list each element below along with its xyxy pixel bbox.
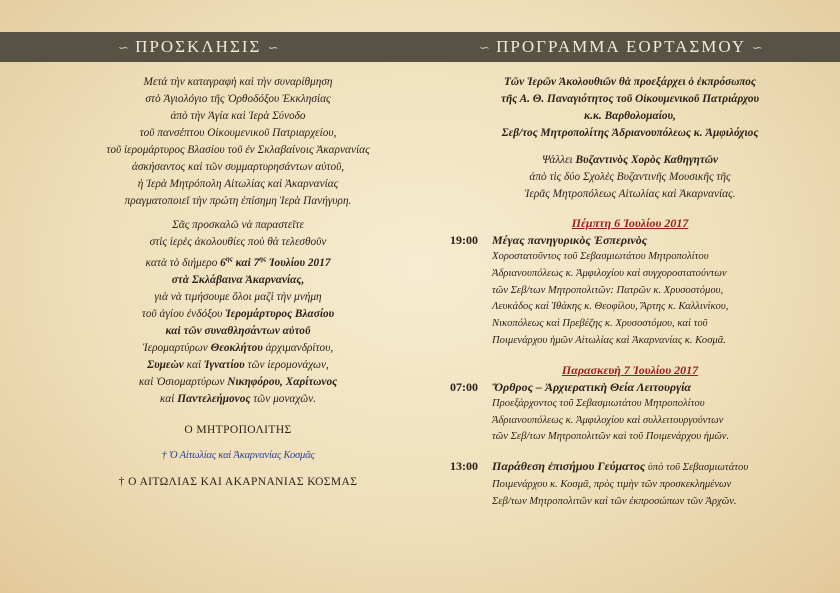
martyr-name: Ἰγνατίου [203, 358, 245, 371]
invitation-location: στὰ Σκλάβαινα Ἀκαρνανίας, [171, 273, 305, 286]
invitation-line: στὶς ἱερὲς ἀκολουθίες ποὺ θὰ τελεσθοῦν [149, 236, 327, 248]
invitation-line: τοῦ πανσέπτου Οἰκουμενικοῦ Πατριαρχείου, [139, 127, 337, 139]
event-title: Παράθεση ἐπισήμου Γεύματος [492, 459, 646, 474]
invitation-line: Μετά τὴν καταγραφὴ καὶ τὴν συναρίθμηση [143, 76, 333, 88]
day1-title: Πέμπτη 6 Ἰουλίου 2017 [571, 216, 689, 230]
event-desc-line: Προεξάρχοντος τοῦ Σεβασμιωτάτου Μητροπολίτου [492, 397, 705, 409]
choir-line [450, 152, 810, 169]
left-ornament-end: ∽ [267, 40, 279, 55]
date-month-year: Ἰουλίου 2017 [266, 256, 331, 269]
event-desc-line: Ποιμενάρχου κ. Κοσμᾶ, πρὸς τιμὴν τῶν προσκεκλημένων [492, 478, 732, 490]
martyr-name: Συμεὼν [147, 358, 184, 371]
event-desc-line: Ἀδριανουπόλεως κ. Ἀμφιλοχίου καὶ συλλειτουργούντων [492, 414, 724, 426]
martyr-title: ἀρχιμανδρίτου, [262, 341, 334, 354]
invitation-dates-line [64, 251, 412, 272]
event-title-rest: ὑπὸ τοῦ Σεβασμιωτάτου [645, 462, 749, 474]
event-desc-line: τῶν Σεβ/των Μητροπολιτῶν καὶ τοῦ Ποιμενάρχου ἡμῶν. [492, 431, 730, 443]
date-day2: καὶ 7 [232, 256, 260, 269]
invitation-line: ἡ Ἱερὰ Μητρόπολη Αἰτωλίας καὶ Ἀκαρνανίας [137, 178, 339, 190]
date-suffix: ης [259, 255, 267, 263]
invitation-line: τοῦ ἱερομάρτυρος Βλασίου τοῦ ἐν Σκλαβαίνοις Ἀκαρνανίας [106, 144, 370, 156]
invitation-companions: καὶ τῶν συναθλησάντων αὐτοῦ [165, 324, 311, 337]
invitation-line: πραγματοποιεῖ τὴν πρώτη ἐπίσημη Ἱερὰ Πανήγυρη. [124, 195, 352, 207]
left-ornament: ∽ [118, 40, 129, 55]
event-row [450, 232, 810, 350]
martyr-name: Θεοκλήτου [210, 341, 263, 354]
event-time: 07:00 [450, 379, 478, 394]
metropolitan-signoff: † Ο ΑΙΤΩΛΙΑΣ ΚΑΙ ΑΚΑΡΝΑΝΙΑΣ ΚΟΣΜΑΣ [118, 475, 358, 488]
martyr-title: τῶν ἱερομονάχων, [244, 358, 329, 371]
event-row [450, 458, 810, 510]
program-intro-line: Τῶν Ἱερῶν Ἀκολουθιῶν θὰ προεξάρχει ὁ ἐκπρόσωπος [504, 76, 756, 88]
event-desc-line: Ποιμενάρχου ἡμῶν Αἰτωλίας καὶ Ἀκαρνανίας κ. Κοσμᾶ. [492, 334, 726, 346]
event-time: 19:00 [450, 233, 478, 247]
event-time: 13:00 [450, 459, 478, 474]
martyrs-prefix: Ἱερομαρτύρων [142, 341, 211, 354]
header-banner [0, 32, 840, 62]
event-title: Ὄρθρος – Ἀρχιερατικὴ Θεία Λειτουργία [492, 379, 692, 394]
saint-name: Ἱερομάρτυρος Βλασίου [225, 307, 335, 320]
invitation-saint-line [64, 306, 412, 323]
invitation-martyrs-line [64, 357, 412, 374]
invitation-heading [118, 32, 279, 62]
event-desc-line: Χοροστατοῦντος τοῦ Σεβασμιωτάτου Μητροπολίτου [492, 251, 709, 262]
invitation-martyrs-line [64, 340, 412, 357]
invitation-title: ΠΡΟΣΚΛΗΣΙΣ [135, 37, 262, 56]
program-heading [479, 32, 763, 62]
invitation-line: γιὰ νὰ τιμήσουμε ὅλοι μαζὶ τὴν μνήμη [154, 290, 322, 303]
saint-prefix: τοῦ ἁγίου ἐνδόξου [141, 307, 226, 320]
program-intro-line: τῆς Α. Θ. Παναγιότητος τοῦ Οἰκουμενικοῦ Πατριάρχου [500, 93, 760, 105]
handwritten-signature: † Ὁ Αἰτωλίας καὶ Ἀκαρνανίας Κοσμᾶς [161, 449, 315, 461]
event-desc-line: Σεβ/των Μητροπολιτῶν καὶ τῶν ἐκπροσώπων τῶν Ἀρχῶν. [492, 495, 737, 507]
choir-prefix: Ψάλλει [541, 154, 576, 166]
event-title: Μέγας πανηγυρικὸς Ἑσπερινὸς [492, 233, 648, 247]
invitation-line: Σᾶς προσκαλῶ νὰ παραστεῖτε [172, 219, 304, 231]
martyr-title: τῶν μοναχῶν. [250, 392, 317, 405]
choir-name: Βυζαντινὸς Χορὸς Καθηγητῶν [575, 154, 719, 166]
invitation-text [64, 74, 412, 491]
event-desc-line: τῶν Σεβ/των Μητροπολιτῶν: Πατρῶν κ. Χρυσοστόμου, [492, 284, 724, 296]
martyr-name: Νικηφόρου, Χαρίτωνος [227, 375, 338, 388]
program-section [450, 74, 810, 511]
program-title: ΠΡΟΓΡΑΜΜΑ ΕΟΡΤΑΣΜΟΥ [496, 37, 746, 56]
date-day1: 6 [220, 256, 226, 269]
event-body [492, 379, 810, 446]
metropolitan-label: Ο ΜΗΤΡΟΠΟΛΙΤΗΣ [184, 423, 292, 436]
event-body [492, 232, 810, 350]
program-intro-line: Σεβ/τος Μητροπολίτης Ἀδριανουπόλεως κ. Ἀμφιλόχιος [501, 127, 759, 139]
choir-detail: ἀπὸ τὶς δύο Σχολὲς Βυζαντινῆς Μουσικῆς τῆς [529, 171, 731, 183]
event-desc-line: Λευκάδος καὶ Ἰθάκης κ. Θεοφίλου, Ἄρτης κ. Καλλινίκου, [492, 301, 729, 313]
invitation-martyrs-line [64, 391, 412, 408]
choir-detail: Ἱερᾶς Μητροπόλεως Αἰτωλίας καὶ Ἀκαρνανίας. [524, 188, 736, 200]
program-intro-line: κ.κ. Βαρθολομαίου, [584, 110, 676, 122]
day2-title: Παρασκευὴ 7 Ἰουλίου 2017 [561, 362, 699, 377]
event-title-line [492, 458, 810, 477]
conjunction: καὶ [159, 392, 178, 405]
date-suffix: ης [225, 255, 233, 263]
martyr-name: Παντελεήμονος [177, 392, 251, 405]
dates-prefix: κατὰ τὸ διήμερο [145, 256, 221, 269]
invitation-line: στὸ Ἁγιολόγιο τῆς Ὀρθοδόξου Ἐκκλησίας [145, 93, 331, 105]
right-ornament: ∽ [479, 40, 490, 55]
right-ornament-end: ∽ [751, 40, 763, 55]
event-desc-line: Νικοπόλεως καὶ Πρεβέζης κ. Χρυσοστόμου, καὶ τοῦ [492, 318, 708, 330]
event-body [492, 458, 810, 510]
conjunction: καὶ [183, 358, 204, 371]
event-desc-line: Ἀδριανουπόλεως κ. Ἀμφιλοχίου καὶ συγχοροστατούντων [492, 267, 727, 279]
invitation-line: ἀπὸ τὴν Ἁγία καὶ Ἱερὰ Σύνοδο [170, 110, 306, 122]
invitation-martyrs-line [64, 374, 412, 391]
martyrs-prefix: καὶ Ὁσιομαρτύρων [138, 375, 228, 388]
invitation-line: ἀσκήσαντος καὶ τῶν συμμαρτυρησάντων αὐτοῦ, [131, 161, 345, 173]
event-row [450, 379, 810, 446]
